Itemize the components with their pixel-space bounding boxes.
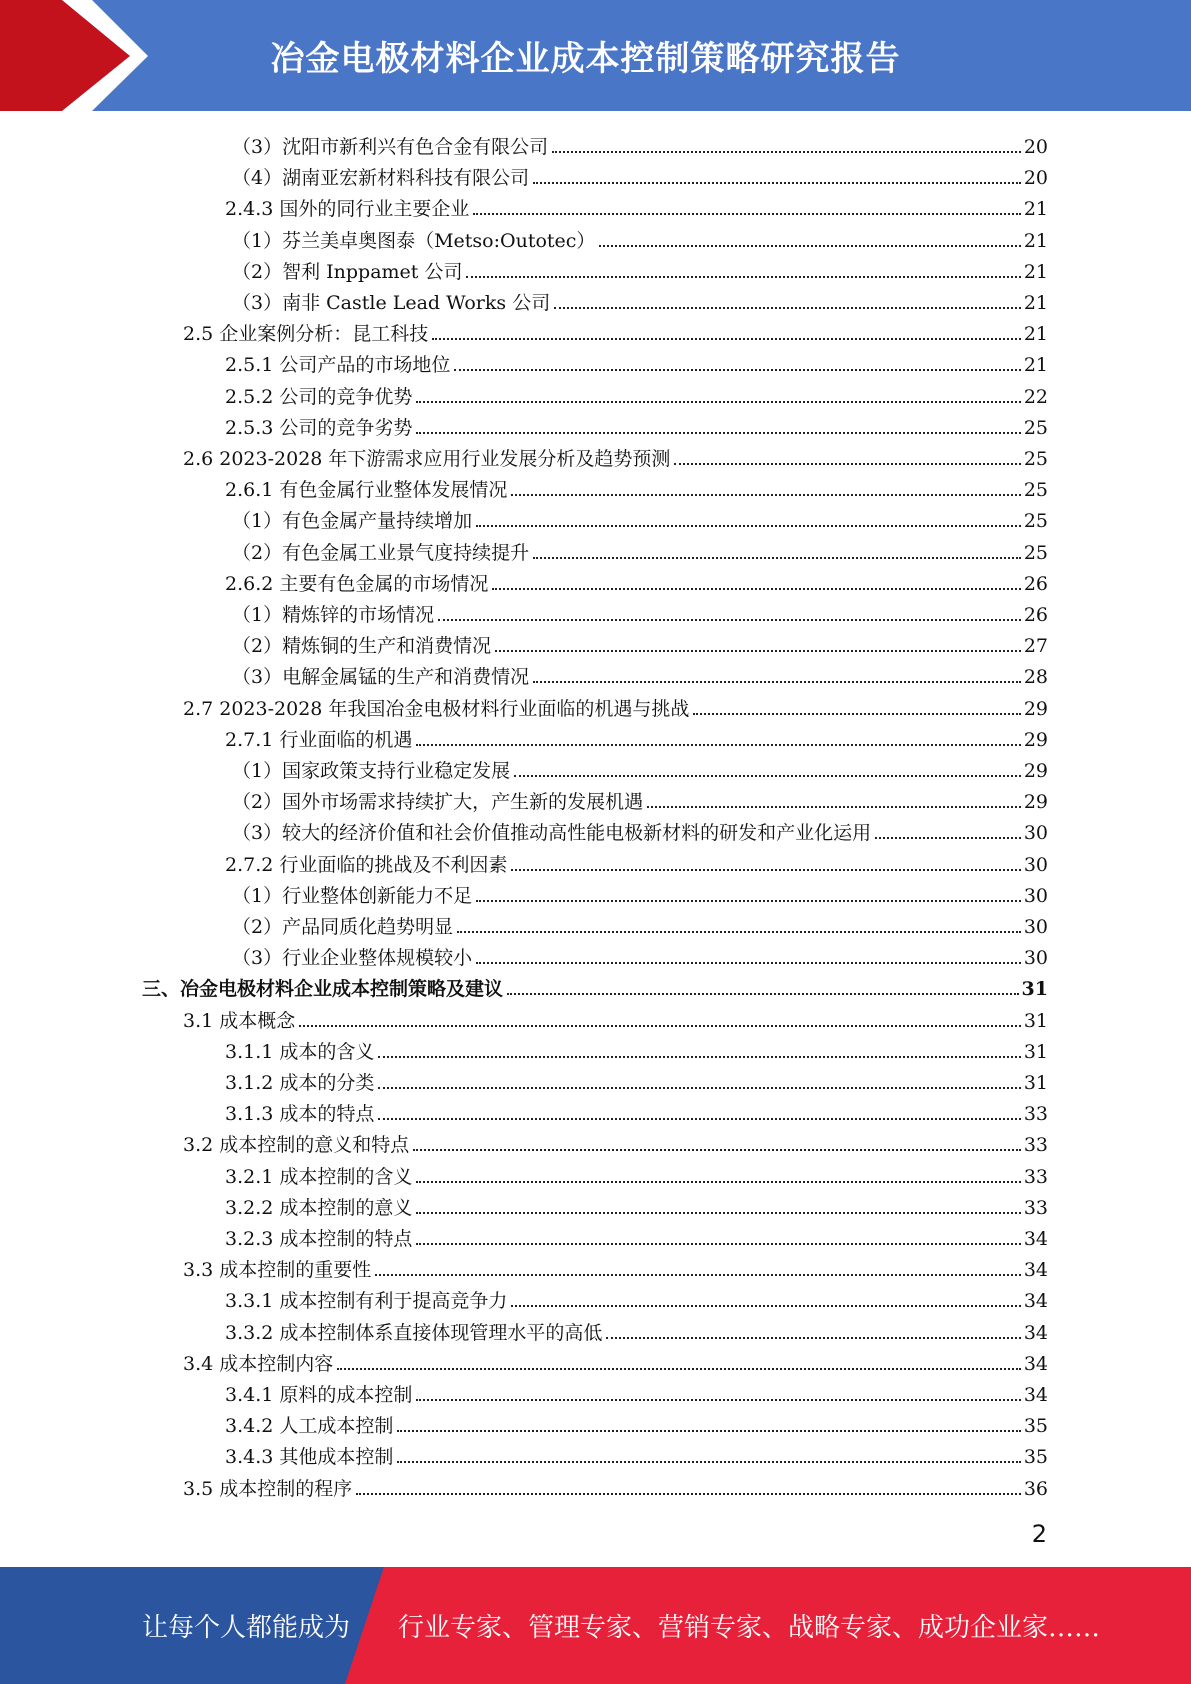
toc-entry-page: 25 [1023, 416, 1048, 439]
toc-entry-title: 3.3.2 成本控制体系直接体现管理水平的高低 [225, 1321, 603, 1344]
toc-entry-page: 34 [1023, 1290, 1048, 1313]
toc-entry-title: 2.5 企业案例分析：昆工科技 [183, 323, 429, 346]
toc-entry[interactable] [183, 1469, 1048, 1500]
toc-dot-leader [495, 650, 1021, 652]
toc-entry-page: 25 [1023, 448, 1048, 470]
toc-dot-leader [416, 1399, 1020, 1401]
toc-entry[interactable] [225, 189, 1048, 220]
toc-entry-page: 29 [1023, 791, 1048, 814]
toc-entry-page: 21 [1023, 198, 1048, 221]
toc-entry-title: 3.2.2 成本控制的意义 [225, 1196, 413, 1219]
toc-dot-leader [375, 1274, 1021, 1276]
toc-entry[interactable] [183, 314, 1048, 345]
page-number: 2 [1031, 1520, 1047, 1548]
toc-dot-leader [476, 962, 1021, 964]
toc-entry[interactable] [183, 1344, 1048, 1375]
toc-entry[interactable] [232, 283, 1048, 314]
page-header [0, 0, 1191, 111]
toc-entry-page: 30 [1023, 853, 1048, 876]
toc-dot-leader [416, 744, 1020, 746]
toc-entry-title: 3.2 成本控制的意义和特点 [183, 1134, 410, 1157]
toc-entry-title: 2.7 2023-2028 年我国冶金电极材料行业面临的机遇与挑战 [183, 697, 690, 720]
toc-entry-page: 22 [1023, 385, 1048, 408]
toc-dot-leader [606, 1337, 1020, 1339]
toc-dot-leader [514, 775, 1021, 777]
toc-entry-page: 21 [1023, 260, 1048, 283]
toc-dot-leader [533, 681, 1021, 683]
toc-entry[interactable] [225, 408, 1048, 439]
toc-entry-title: 2.5.3 公司的竞争劣势 [225, 416, 413, 439]
toc-entry[interactable] [232, 751, 1048, 782]
toc-entry-title: 3.1 成本概念 [183, 1009, 296, 1032]
toc-entry-title: 2.6 2023-2028 年下游需求应用行业发展分析及趋势预测 [183, 448, 671, 470]
toc-entry-page: 30 [1023, 916, 1048, 938]
toc-dot-leader [533, 182, 1021, 184]
toc-entry-page: 21 [1023, 323, 1048, 346]
toc-entry[interactable] [183, 1250, 1048, 1281]
toc-dot-leader [356, 1493, 1021, 1495]
toc-entry-title: 3.3.1 成本控制有利于提高竞争力 [225, 1290, 508, 1313]
toc-entry[interactable] [225, 845, 1048, 876]
toc-dot-leader [511, 869, 1020, 871]
page-footer [0, 1567, 1191, 1684]
toc-entry[interactable] [232, 158, 1048, 189]
toc-entry-page: 20 [1023, 167, 1048, 190]
toc-entry-page: 35 [1023, 1446, 1048, 1469]
toc-entry[interactable] [225, 1157, 1048, 1188]
toc-entry-title: 三、冶金电极材料企业成本控制策略及建议 [142, 978, 504, 1001]
toc-dot-leader [416, 401, 1020, 403]
toc-dot-leader [457, 931, 1021, 933]
toc-entry-title: 2.7.2 行业面临的挑战及不利因素 [225, 853, 508, 876]
toc-dot-leader [397, 1461, 1020, 1463]
toc-entry-page: 31 [1021, 978, 1048, 1001]
toc-entry[interactable] [225, 377, 1048, 408]
toc-entry-title: （2）产品同质化趋势明显 [232, 916, 454, 938]
toc-entry-title: （1）国家政策支持行业稳定发展 [232, 760, 511, 782]
toc-entry[interactable] [225, 1437, 1048, 1468]
toc-entry-title: 2.7.1 行业面临的机遇 [225, 728, 413, 751]
toc-entry[interactable] [183, 439, 1048, 470]
toc-entry-title: 3.4.3 其他成本控制 [225, 1446, 394, 1469]
toc-entry-page: 33 [1023, 1165, 1048, 1188]
toc-entry-title: 3.5 成本控制的程序 [183, 1477, 353, 1500]
toc-entry[interactable] [232, 907, 1048, 938]
toc-entry-page: 30 [1023, 822, 1048, 845]
toc-dot-leader [432, 338, 1021, 340]
toc-entry-page: 31 [1023, 1072, 1048, 1094]
toc-entry-title: （1）芬兰美卓奥图泰（Metso:Outotec） [232, 229, 596, 252]
toc-dot-leader [466, 276, 1020, 278]
toc-entry-title: （4）湖南亚宏新材料科技有限公司 [232, 167, 530, 190]
toc-dot-leader [337, 1368, 1021, 1370]
toc-entry-title: 3.2.1 成本控制的含义 [225, 1165, 413, 1188]
toc-dot-leader [416, 1181, 1020, 1183]
toc-entry-title: 3.2.3 成本控制的特点 [225, 1228, 413, 1250]
toc-entry-page: 29 [1023, 697, 1048, 720]
toc-entry-page: 25 [1023, 510, 1048, 533]
toc-entry[interactable] [225, 345, 1048, 376]
toc-entry-page: 30 [1023, 884, 1048, 907]
toc-entry-page: 33 [1023, 1134, 1048, 1157]
toc-entry-title: （2）精炼铜的生产和消费情况 [232, 635, 492, 658]
toc-entry-title: 2.5.1 公司产品的市场地位 [225, 354, 451, 377]
toc-dot-leader [507, 993, 1019, 995]
toc-entry-title: 2.5.2 公司的竞争优势 [225, 385, 413, 408]
toc-dot-leader [533, 557, 1021, 559]
toc-entry-title: 3.1.2 成本的分类 [225, 1072, 375, 1094]
toc-dot-leader [378, 1118, 1020, 1120]
toc-entry[interactable] [232, 813, 1048, 844]
toc-entry[interactable] [232, 782, 1048, 813]
toc-entry-page: 26 [1023, 604, 1048, 626]
toc-entry[interactable] [225, 1281, 1048, 1312]
toc-entry[interactable] [183, 1125, 1048, 1156]
toc-entry[interactable] [225, 1094, 1048, 1125]
toc-dot-leader [599, 245, 1020, 247]
toc-entry[interactable] [183, 689, 1048, 720]
toc-entry[interactable] [225, 720, 1048, 751]
toc-entry[interactable] [232, 533, 1048, 564]
toc-entry-title: 2.6.1 有色金属行业整体发展情况 [225, 479, 508, 502]
toc-entry-page: 36 [1023, 1477, 1048, 1500]
toc-entry[interactable] [225, 1406, 1048, 1437]
toc-entry-title: （1）行业整体创新能力不足 [232, 884, 473, 907]
toc-dot-leader [492, 588, 1020, 590]
toc-entry-page: 29 [1023, 760, 1048, 782]
toc-dot-leader [473, 213, 1020, 215]
toc-entry-page: 31 [1023, 1040, 1048, 1063]
toc-dot-leader [647, 806, 1021, 808]
toc-dot-leader [552, 151, 1021, 153]
toc-dot-leader [476, 525, 1021, 527]
toc-dot-leader [554, 307, 1021, 309]
toc-entry-title: （2）国外市场需求持续扩大，产生新的发展机遇 [232, 791, 644, 814]
toc-dot-leader [416, 1243, 1020, 1245]
toc-entry-title: 3.3 成本控制的重要性 [183, 1259, 372, 1282]
toc-entry-page: 34 [1023, 1321, 1048, 1344]
toc-entry[interactable] [232, 501, 1048, 532]
toc-entry-title: 2.6.2 主要有色金属的市场情况 [225, 572, 489, 595]
toc-entry-page: 35 [1023, 1415, 1048, 1438]
toc-entry-title: （3）沈阳市新利兴有色合金有限公司 [232, 136, 549, 158]
toc-entry-title: （3）行业企业整体规模较小 [232, 947, 473, 970]
toc-entry-page: 25 [1023, 541, 1048, 564]
toc-entry-page: 33 [1023, 1196, 1048, 1219]
toc-dot-leader [693, 713, 1020, 715]
toc-dot-leader [454, 369, 1020, 371]
toc-entry[interactable] [232, 127, 1048, 158]
toc-entry-page: 26 [1023, 572, 1048, 595]
toc-entry-page: 28 [1023, 666, 1048, 689]
toc-dot-leader [875, 837, 1021, 839]
toc-entry[interactable] [142, 969, 1048, 1000]
report-title: 冶金电极材料企业成本控制策略研究报告 [270, 39, 901, 79]
toc-dot-leader [476, 900, 1021, 902]
toc-dot-leader [674, 463, 1020, 465]
toc-entry[interactable] [232, 595, 1048, 626]
toc-entry[interactable] [232, 876, 1048, 907]
toc-entry[interactable] [225, 1313, 1048, 1344]
toc-entry-title: 3.4 成本控制内容 [183, 1352, 334, 1375]
toc-entry-page: 34 [1023, 1352, 1048, 1375]
toc-entry-page: 31 [1023, 1009, 1048, 1032]
toc-dot-leader [416, 1212, 1020, 1214]
toc-entry[interactable] [225, 1219, 1048, 1250]
toc-entry-title: （1）有色金属产量持续增加 [232, 510, 473, 533]
toc-entry-title: （1）精炼锌的市场情况 [232, 604, 435, 626]
toc-entry-page: 25 [1023, 479, 1048, 502]
toc-entry[interactable] [225, 1063, 1048, 1094]
toc-entry-title: 3.1.1 成本的含义 [225, 1040, 375, 1063]
toc-entry-page: 29 [1023, 728, 1048, 751]
toc-entry-title: （3）南非 Castle Lead Works 公司 [232, 292, 551, 314]
toc-entry[interactable] [225, 1032, 1048, 1063]
toc-entry-page: 34 [1023, 1259, 1048, 1282]
toc-entry[interactable] [232, 938, 1048, 969]
toc-entry-title: 3.4.2 人工成本控制 [225, 1415, 394, 1438]
toc-entry-page: 30 [1023, 947, 1048, 970]
toc-entry-title: （3）较大的经济价值和社会价值推动高性能电极新材料的研发和产业化运用 [232, 822, 872, 845]
toc-dot-leader [299, 1025, 1021, 1027]
toc-dot-leader [438, 619, 1021, 621]
toc-dot-leader [378, 1056, 1020, 1058]
toc-entry-page: 20 [1023, 136, 1048, 158]
toc-entry-title: （2）智利 Inppamet 公司 [232, 260, 463, 283]
toc-entry-page: 34 [1023, 1228, 1048, 1250]
toc-entry-page: 21 [1023, 229, 1048, 252]
toc-dot-leader [413, 1149, 1021, 1151]
toc-entry-title: 2.4.3 国外的同行业主要企业 [225, 198, 470, 221]
toc-entry-title: 3.1.3 成本的特点 [225, 1103, 375, 1126]
toc-dot-leader [511, 1305, 1020, 1307]
toc-dot-leader [378, 1087, 1020, 1089]
toc-entry-title: （2）有色金属工业景气度持续提升 [232, 541, 530, 564]
toc-entry[interactable] [225, 1188, 1048, 1219]
toc-entry-title: （3）电解金属锰的生产和消费情况 [232, 666, 530, 689]
toc-dot-leader [416, 432, 1020, 434]
toc-entry[interactable] [232, 252, 1048, 283]
toc-entry[interactable] [232, 657, 1048, 688]
toc-dot-leader [511, 494, 1020, 496]
toc-entry[interactable] [232, 626, 1048, 657]
toc-entry[interactable] [232, 221, 1048, 252]
toc-entry[interactable] [225, 564, 1048, 595]
toc-entry-page: 21 [1023, 292, 1048, 314]
toc-entry-page: 27 [1023, 635, 1048, 658]
toc-dot-leader [397, 1430, 1020, 1432]
toc-entry-page: 34 [1023, 1384, 1048, 1406]
toc-entry-page: 21 [1023, 354, 1048, 377]
toc-entry[interactable] [225, 1375, 1048, 1406]
toc-entry[interactable] [183, 1001, 1048, 1032]
toc-entry[interactable] [225, 470, 1048, 501]
toc-entry-page: 33 [1023, 1103, 1048, 1126]
toc-entry-title: 3.4.1 原料的成本控制 [225, 1384, 413, 1406]
footer-slogan-right: 行业专家、管理专家、营销专家、战略专家、成功企业家…… [398, 1613, 1101, 1643]
footer-slogan-left: 让每个人都能成为 [142, 1613, 351, 1643]
